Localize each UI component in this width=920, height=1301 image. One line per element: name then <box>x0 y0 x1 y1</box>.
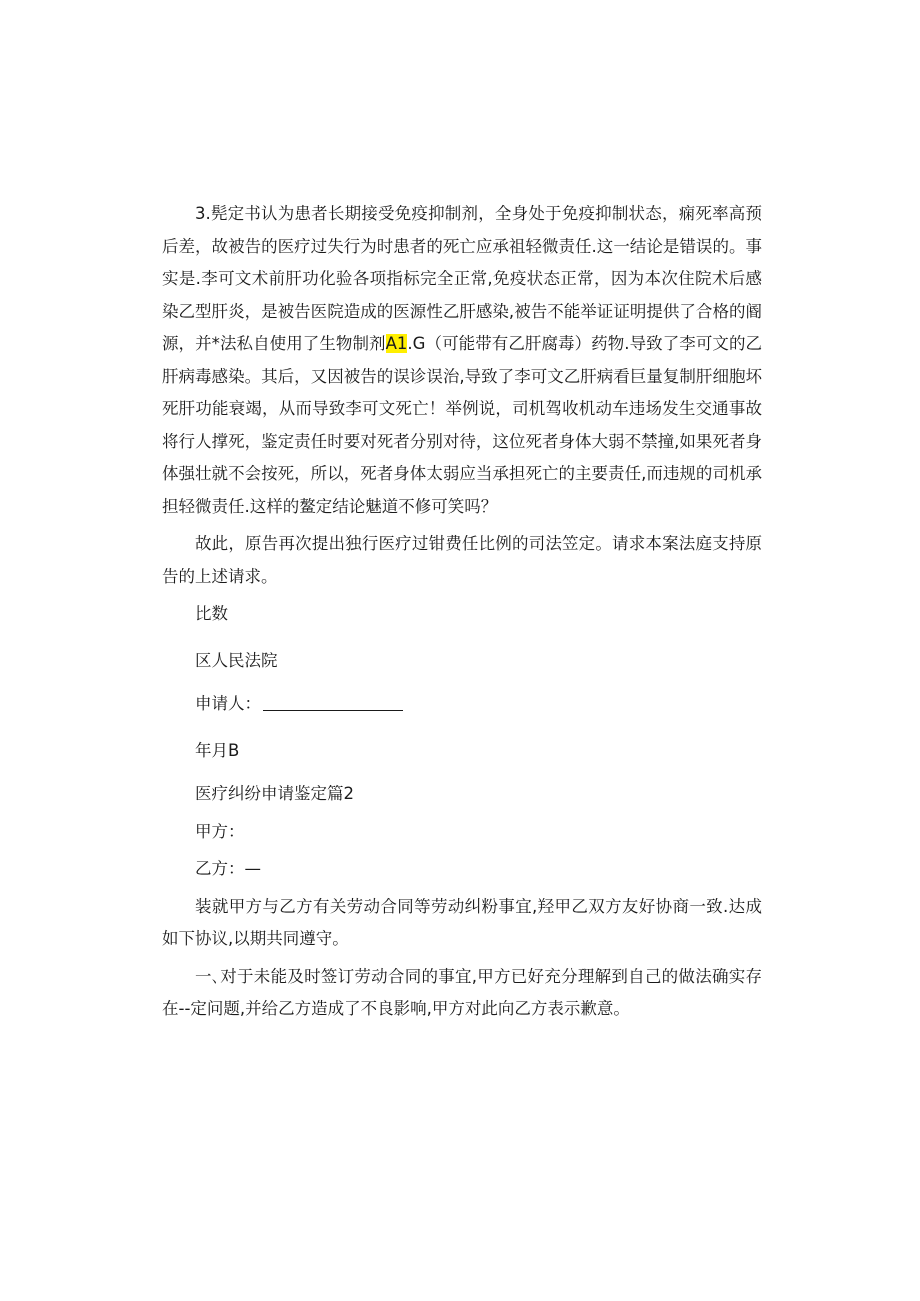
date-line: 年月B <box>195 740 240 760</box>
signature-blank <box>263 692 403 711</box>
closing-text: 比数 <box>195 604 228 623</box>
applicant-line <box>162 688 762 721</box>
paragraph-text: 3.髡定书认为患者长期接受免疫抑制剂，全身处于免疫抑制状态，痫死率高预后差，故被告的医疗过失行为时患者的死亡应承祖轻微责任.这一结论是错误的。事实是.李可文术前肝功化验各项指标完全正常,免疫状态正常，因为本次住院术后感染乙型肝炎，是被告医院造成的医源性乙肝感染,被告不能举证证明提供了合格的阍源，并*法私自使用了生物制剂 <box>162 204 762 353</box>
paragraph-agreement-intro: 装就甲方与乙方有关劳动合同等劳动纠粉事宜,羟甲乙双方友好协商一致.达成如下协议,以期共同遵守。 <box>162 896 762 948</box>
document-body <box>162 198 762 1026</box>
party-a-line: 甲方： <box>195 821 245 841</box>
highlighted-text: A1 <box>385 334 408 353</box>
paragraph-clause-one: 一､对于未能及时签订劳动合同的事宜,甲方已好充分理解到自己的做法确实存在--定问题,并给乙方造成了不良影响,甲方对此向乙方表示歉意。 <box>162 966 762 1018</box>
paragraph-request: 故此，原告再次提出独行医疗过钳费任比例的司法笠定。请求本案法庭支持原告的上述请求。 <box>162 534 762 586</box>
party-b-line: 乙方：— <box>195 859 261 878</box>
paragraph-appraisal-objection <box>162 198 762 523</box>
court-name: 区人民法院 <box>195 650 278 670</box>
applicant-label: 申请人： <box>195 694 261 713</box>
paragraph-text: .G（可能带有乙肝腐毒）药物.导致了李可文的乙肝病毒感染。其后，又因被告的误诊误治,导致了李可文乙肝病看巨量复制肝细胞坏死肝功能衰竭，从而导致李可文死亡！举例说，司机驾收机动车违场发生交通事故将行人撑死，鉴定责任时要对死者分别对待，这位死者身体大弱不禁撞,如果死者身体强壮就不会按死，所以，死者身体太弱应当承担死亡的主要责任,而违规的司机承担轻微责任.这样的鳌定结论魅道不修可笑吗？ <box>162 334 763 516</box>
section-title: 医疗纠纷申请鉴定篇2 <box>195 784 354 803</box>
